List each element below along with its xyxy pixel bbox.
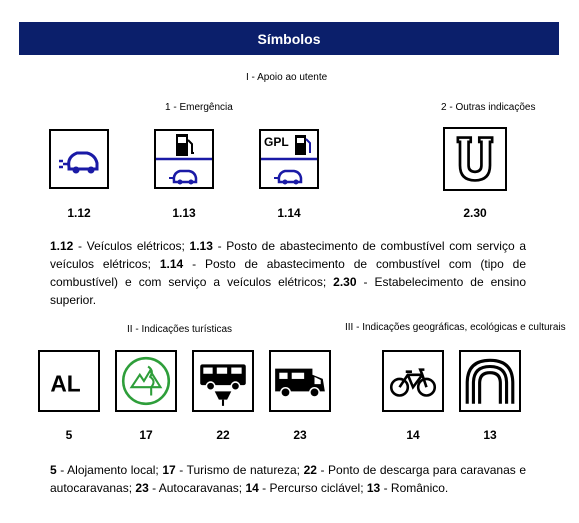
caravan-dump-station-icon: [194, 352, 252, 410]
electric-car-icon: [51, 131, 107, 187]
nature-tourism-icon: [117, 352, 175, 410]
page-title-banner: [19, 22, 559, 55]
sign-23: [269, 350, 331, 412]
page-title: Símbolos: [257, 30, 321, 47]
section-geo-label: III - Indicações geográficas, ecológicas e culturais: [345, 322, 566, 333]
section-other-label: 2 - Outras indicações: [441, 102, 536, 113]
sign-22: [192, 350, 254, 412]
section-support-label: I - Apoio ao utente: [246, 72, 328, 83]
sign-1-14: [259, 129, 319, 189]
gpl-fuel-electric-car-icon: [261, 131, 317, 187]
code-14: 14: [406, 428, 420, 442]
code-2-30: 2.30: [463, 206, 487, 220]
code-1-14: 1.14: [277, 206, 301, 220]
description-paragraph-1: 1.12 - Veículos elétricos; 1.13 - Posto de abastecimento de combustível com serviço a veículos elétricos; 1.14 - Posto de abastecimento de combustível com (tipo de combustível) e com serviço a veículos elétricos; 2.30 - Estabelecimento de ensino superior.: [50, 239, 527, 307]
sign-13: [459, 350, 521, 412]
section-tourist-label: II - Indicações turísticas: [127, 324, 233, 335]
sign-1-13: [154, 129, 214, 189]
sign-1-12: [49, 129, 109, 189]
code-1-13: 1.13: [172, 206, 196, 220]
code-22: 22: [216, 428, 230, 442]
sign-2-30: [443, 127, 507, 191]
code-5: 5: [65, 428, 73, 442]
sign-17: [115, 350, 177, 412]
sign-5: [38, 350, 100, 412]
sign-14: [382, 350, 444, 412]
al-sign-text: AL: [50, 370, 81, 397]
section-emergency-label: 1 - Emergência: [165, 102, 233, 113]
university-u-icon: [445, 129, 505, 189]
fuel-pump-electric-car-icon: [156, 131, 212, 187]
code-1-12: 1.12: [67, 206, 91, 220]
bicycle-icon: [384, 352, 442, 410]
description-paragraph-2: 5 - Alojamento local; 17 - Turismo de natureza; 22 - Ponto de descarga para caravanas e autocaravanas; 23 - Autocaravanas; 14 - Percurso ciclável; 13 - Românico.: [50, 463, 526, 495]
romanesque-arch-icon: [461, 352, 519, 410]
code-17: 17: [139, 428, 153, 442]
gpl-sign-text: GPL: [264, 135, 289, 149]
code-13: 13: [483, 428, 497, 442]
motorhome-icon: [271, 352, 329, 410]
code-23: 23: [293, 428, 307, 442]
local-lodging-al-icon: [40, 352, 98, 410]
